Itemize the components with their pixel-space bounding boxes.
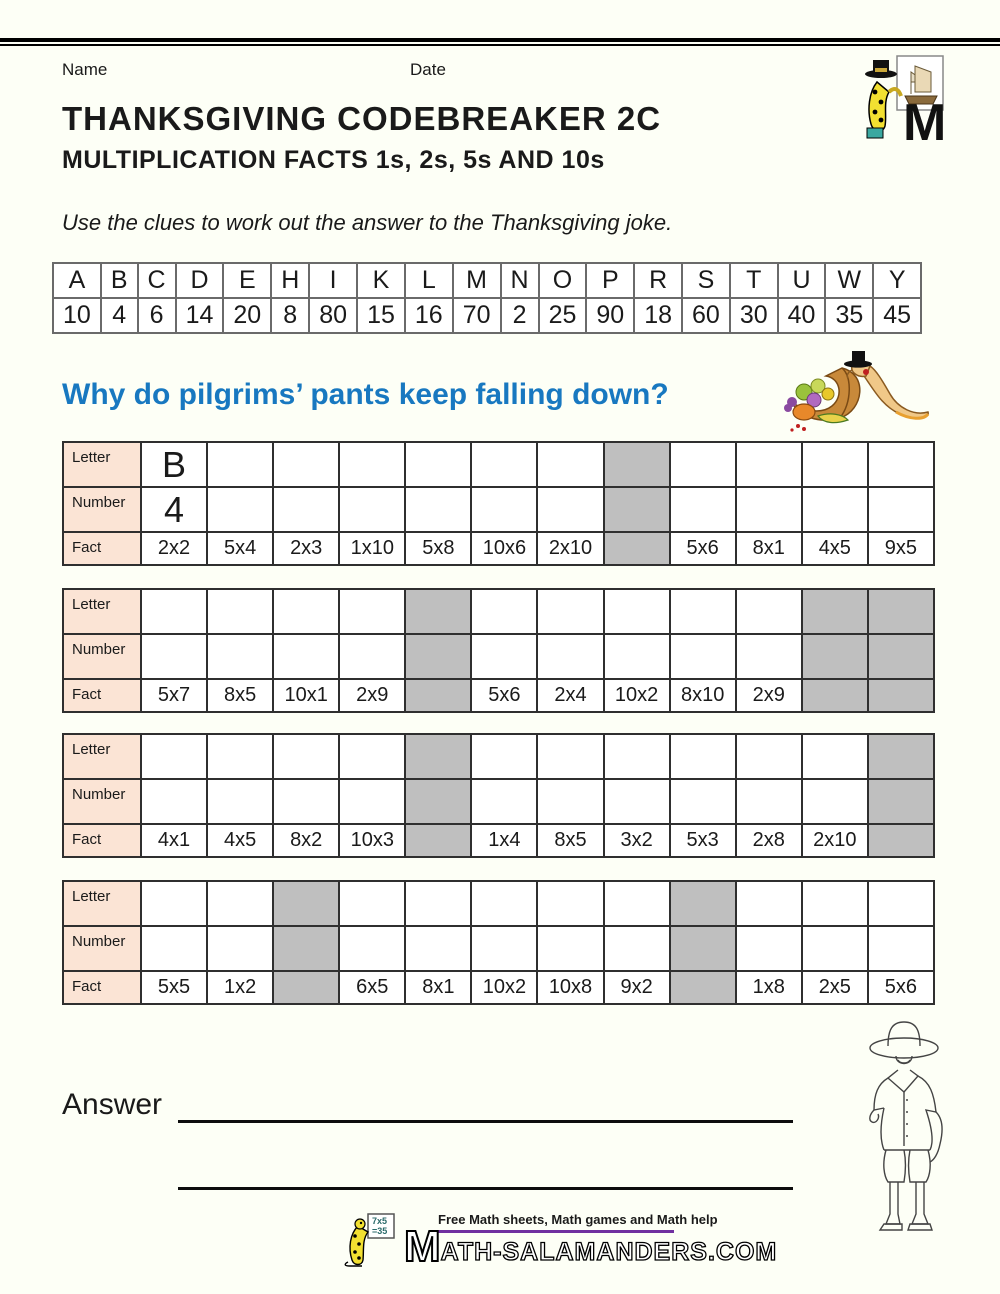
fact-cell: 10x2 xyxy=(604,679,670,712)
answer-line-2 xyxy=(178,1187,793,1190)
code-value-cell: 2 xyxy=(501,298,539,333)
number-cell xyxy=(802,779,868,824)
code-letter-cell: R xyxy=(634,263,682,298)
fact-cell: 10x2 xyxy=(471,971,537,1004)
letter-cell xyxy=(141,881,207,926)
fact-cell: 5x8 xyxy=(405,532,471,565)
fact-cell: 8x5 xyxy=(207,679,273,712)
number-cell xyxy=(604,926,670,971)
grid-row-number xyxy=(63,487,934,532)
number-cell xyxy=(207,634,273,679)
code-letter-cell: I xyxy=(309,263,357,298)
fact-cell: 5x3 xyxy=(670,824,736,857)
code-value-cell: 45 xyxy=(873,298,921,333)
code-letter-cell: S xyxy=(682,263,730,298)
fact-cell: 2x2 xyxy=(141,532,207,565)
number-cell xyxy=(207,926,273,971)
letter-cell xyxy=(405,881,471,926)
code-letter-cell: D xyxy=(176,263,224,298)
number-cell xyxy=(736,926,802,971)
letter-cell xyxy=(207,881,273,926)
top-rule xyxy=(0,38,1000,46)
fact-row-label: Fact xyxy=(63,679,141,712)
fact-cell: 2x10 xyxy=(537,532,603,565)
fact-cell: 5x6 xyxy=(670,532,736,565)
fact-cell: 10x6 xyxy=(471,532,537,565)
date-label: Date xyxy=(410,60,446,79)
fact-cell: 2x9 xyxy=(736,679,802,712)
fact-row-label: Fact xyxy=(63,971,141,1004)
grid-row-fact xyxy=(63,532,934,565)
fact-row-label: Fact xyxy=(63,824,141,857)
code-value-cell: 10 xyxy=(53,298,101,333)
fact-cell: 8x1 xyxy=(736,532,802,565)
number-cell xyxy=(339,634,405,679)
letter-cell xyxy=(141,589,207,634)
letter-cell xyxy=(604,589,670,634)
number-cell xyxy=(537,634,603,679)
grid-row-fact xyxy=(63,679,934,712)
number-cell xyxy=(207,487,273,532)
fact-cell: 1x8 xyxy=(736,971,802,1004)
blocked-cell xyxy=(868,679,934,712)
code-value-cell: 25 xyxy=(539,298,587,333)
blocked-cell xyxy=(604,442,670,487)
code-letter-cell: W xyxy=(825,263,873,298)
code-letter-cell: P xyxy=(586,263,634,298)
number-cell xyxy=(273,634,339,679)
fact-cell: 1x2 xyxy=(207,971,273,1004)
code-letter-cell: B xyxy=(101,263,138,298)
code-letter-cell: H xyxy=(271,263,309,298)
number-cell xyxy=(802,487,868,532)
letter-cell xyxy=(802,442,868,487)
fact-cell: 2x10 xyxy=(802,824,868,857)
fact-cell: 1x10 xyxy=(339,532,405,565)
number-cell xyxy=(537,487,603,532)
letter-cell xyxy=(273,589,339,634)
number-cell xyxy=(537,779,603,824)
pilgrim-man-icon xyxy=(848,1018,966,1234)
number-cell xyxy=(604,779,670,824)
svg-text:=35: =35 xyxy=(372,1226,388,1236)
number-cell xyxy=(273,487,339,532)
grid-row-number xyxy=(63,779,934,824)
code-value-cell: 30 xyxy=(730,298,778,333)
answer-label: Answer xyxy=(62,1088,163,1121)
footer-tagline: Free Math sheets, Math games and Math help xyxy=(438,1212,718,1227)
letter-cell xyxy=(670,589,736,634)
svg-text:7x5: 7x5 xyxy=(372,1216,388,1226)
letter-cell xyxy=(736,734,802,779)
fact-cell: 9x5 xyxy=(868,532,934,565)
code-letter-cell: A xyxy=(53,263,101,298)
code-value-cell: 16 xyxy=(405,298,453,333)
letter-cell xyxy=(736,881,802,926)
fact-cell: 10x8 xyxy=(537,971,603,1004)
fact-cell: 2x8 xyxy=(736,824,802,857)
fact-cell: 1x4 xyxy=(471,824,537,857)
fact-cell: 4x5 xyxy=(802,532,868,565)
letter-cell xyxy=(339,589,405,634)
fact-cell: 8x5 xyxy=(537,824,603,857)
fact-cell: 2x9 xyxy=(339,679,405,712)
fact-cell: 8x1 xyxy=(405,971,471,1004)
fact-cell: 4x5 xyxy=(207,824,273,857)
codebreaker-grid-4 xyxy=(62,880,935,1005)
code-value-cell: 70 xyxy=(453,298,501,333)
blocked-cell xyxy=(604,487,670,532)
number-cell xyxy=(207,779,273,824)
letter-cell xyxy=(868,442,934,487)
code-table xyxy=(52,262,922,334)
letter-cell xyxy=(537,442,603,487)
joke-question: Why do pilgrims’ pants keep falling down? xyxy=(62,378,669,411)
letter-cell: B xyxy=(141,442,207,487)
blocked-cell xyxy=(273,926,339,971)
code-letter-cell: C xyxy=(138,263,176,298)
code-letter-cell: Y xyxy=(873,263,921,298)
letter-cell xyxy=(207,589,273,634)
blocked-cell xyxy=(802,679,868,712)
letter-cell xyxy=(537,589,603,634)
blocked-cell xyxy=(868,824,934,857)
letter-cell xyxy=(471,881,537,926)
page-title: THANKSGIVING CODEBREAKER 2C xyxy=(62,100,662,137)
footer-salamander-icon xyxy=(342,1212,400,1268)
code-letter-cell: K xyxy=(357,263,405,298)
number-row-label: Number xyxy=(63,487,141,532)
number-cell xyxy=(736,487,802,532)
number-cell xyxy=(339,926,405,971)
number-cell xyxy=(604,634,670,679)
fact-cell: 6x5 xyxy=(339,971,405,1004)
number-cell xyxy=(141,926,207,971)
letter-cell xyxy=(273,442,339,487)
grid-row-number xyxy=(63,634,934,679)
blocked-cell xyxy=(670,926,736,971)
fact-cell: 2x4 xyxy=(537,679,603,712)
page-subtitle: MULTIPLICATION FACTS 1s, 2s, 5s AND 10s xyxy=(62,146,605,174)
fact-cell: 5x6 xyxy=(471,679,537,712)
code-letter-cell: U xyxy=(778,263,826,298)
fact-cell: 10x1 xyxy=(273,679,339,712)
letter-row-label: Letter xyxy=(63,881,141,926)
number-cell xyxy=(405,926,471,971)
blocked-cell xyxy=(405,779,471,824)
codebreaker-grid-2 xyxy=(62,588,935,713)
number-cell xyxy=(736,779,802,824)
footer-logo-m: M xyxy=(404,1222,441,1271)
number-row-label: Number xyxy=(63,779,141,824)
letter-cell xyxy=(471,734,537,779)
letter-cell xyxy=(802,881,868,926)
number-cell xyxy=(141,779,207,824)
number-cell xyxy=(471,779,537,824)
code-letter-cell: L xyxy=(405,263,453,298)
letter-cell xyxy=(537,734,603,779)
fact-cell: 8x2 xyxy=(273,824,339,857)
letter-cell xyxy=(604,734,670,779)
letter-cell xyxy=(339,442,405,487)
salamander-mayflower-logo-icon xyxy=(855,52,955,144)
letter-cell xyxy=(207,442,273,487)
grid-row-letter xyxy=(63,734,934,779)
blocked-cell xyxy=(868,734,934,779)
code-letter-cell: T xyxy=(730,263,778,298)
letter-cell xyxy=(471,442,537,487)
fact-cell: 5x6 xyxy=(868,971,934,1004)
code-value-cell: 18 xyxy=(634,298,682,333)
number-row-label: Number xyxy=(63,926,141,971)
letter-cell xyxy=(339,734,405,779)
code-letter-cell: M xyxy=(453,263,501,298)
blocked-cell xyxy=(868,779,934,824)
number-cell xyxy=(736,634,802,679)
letter-row-label: Letter xyxy=(63,442,141,487)
number-cell xyxy=(670,487,736,532)
fact-cell: 3x2 xyxy=(604,824,670,857)
letter-row-label: Letter xyxy=(63,589,141,634)
number-cell xyxy=(802,926,868,971)
codebreaker-grid-1 xyxy=(62,441,935,566)
blocked-cell xyxy=(868,634,934,679)
letter-cell xyxy=(339,881,405,926)
number-cell xyxy=(537,926,603,971)
letter-cell xyxy=(604,881,670,926)
number-cell xyxy=(405,487,471,532)
blocked-cell xyxy=(405,589,471,634)
name-label: Name xyxy=(62,60,108,79)
code-value-cell: 6 xyxy=(138,298,176,333)
grid-row-number xyxy=(63,926,934,971)
letter-cell xyxy=(670,734,736,779)
code-value-cell: 8 xyxy=(271,298,309,333)
letter-cell xyxy=(868,881,934,926)
letter-cell xyxy=(273,734,339,779)
number-cell xyxy=(339,487,405,532)
blocked-cell xyxy=(802,589,868,634)
blocked-cell xyxy=(670,881,736,926)
fact-cell: 4x1 xyxy=(141,824,207,857)
code-value-cell: 20 xyxy=(223,298,271,333)
code-value-cell: 4 xyxy=(101,298,138,333)
fact-cell: 10x3 xyxy=(339,824,405,857)
number-cell xyxy=(471,634,537,679)
grid-row-letter xyxy=(63,881,934,926)
letter-cell xyxy=(736,589,802,634)
code-letter-cell: O xyxy=(539,263,587,298)
number-cell xyxy=(868,487,934,532)
cornucopia-salamander-icon xyxy=(778,350,938,438)
code-value-cell: 80 xyxy=(309,298,357,333)
fact-cell: 9x2 xyxy=(604,971,670,1004)
number-cell xyxy=(471,487,537,532)
fact-cell: 8x10 xyxy=(670,679,736,712)
number-cell xyxy=(868,926,934,971)
fact-cell: 5x5 xyxy=(141,971,207,1004)
number-cell: 4 xyxy=(141,487,207,532)
letter-cell xyxy=(736,442,802,487)
fact-cell: 5x7 xyxy=(141,679,207,712)
fact-cell: 2x5 xyxy=(802,971,868,1004)
code-letter-cell: E xyxy=(223,263,271,298)
letter-row-label: Letter xyxy=(63,734,141,779)
letter-cell xyxy=(405,442,471,487)
number-cell xyxy=(670,634,736,679)
code-value-cell: 40 xyxy=(778,298,826,333)
number-cell xyxy=(339,779,405,824)
letter-cell xyxy=(670,442,736,487)
blocked-cell xyxy=(604,532,670,565)
blocked-cell xyxy=(273,971,339,1004)
svg-text:M: M xyxy=(903,94,947,144)
number-cell xyxy=(670,779,736,824)
code-value-cell: 60 xyxy=(682,298,730,333)
footer-logo xyxy=(342,1212,778,1271)
letter-cell xyxy=(802,734,868,779)
grid-row-fact xyxy=(63,824,934,857)
number-cell xyxy=(273,779,339,824)
grid-row-letter xyxy=(63,442,934,487)
blocked-cell xyxy=(802,634,868,679)
footer-site-name: ATH-SALAMANDERS.COM xyxy=(440,1238,778,1267)
letter-cell xyxy=(537,881,603,926)
letter-cell xyxy=(141,734,207,779)
blocked-cell xyxy=(868,589,934,634)
blocked-cell xyxy=(405,679,471,712)
answer-line-1 xyxy=(178,1120,793,1123)
code-letter-cell: N xyxy=(501,263,539,298)
blocked-cell xyxy=(405,824,471,857)
grid-row-fact xyxy=(63,971,934,1004)
blocked-cell xyxy=(273,881,339,926)
blocked-cell xyxy=(405,734,471,779)
letter-cell xyxy=(471,589,537,634)
grid-row-letter xyxy=(63,589,934,634)
number-cell xyxy=(141,634,207,679)
letter-cell xyxy=(207,734,273,779)
instruction-text: Use the clues to work out the answer to the Thanksgiving joke. xyxy=(62,210,673,235)
code-value-cell: 15 xyxy=(357,298,405,333)
fact-cell: 2x3 xyxy=(273,532,339,565)
fact-cell: 5x4 xyxy=(207,532,273,565)
code-value-cell: 14 xyxy=(176,298,224,333)
number-cell xyxy=(471,926,537,971)
codebreaker-grid-3 xyxy=(62,733,935,858)
number-row-label: Number xyxy=(63,634,141,679)
blocked-cell xyxy=(405,634,471,679)
blocked-cell xyxy=(670,971,736,1004)
code-value-cell: 35 xyxy=(825,298,873,333)
fact-row-label: Fact xyxy=(63,532,141,565)
code-value-cell: 90 xyxy=(586,298,634,333)
